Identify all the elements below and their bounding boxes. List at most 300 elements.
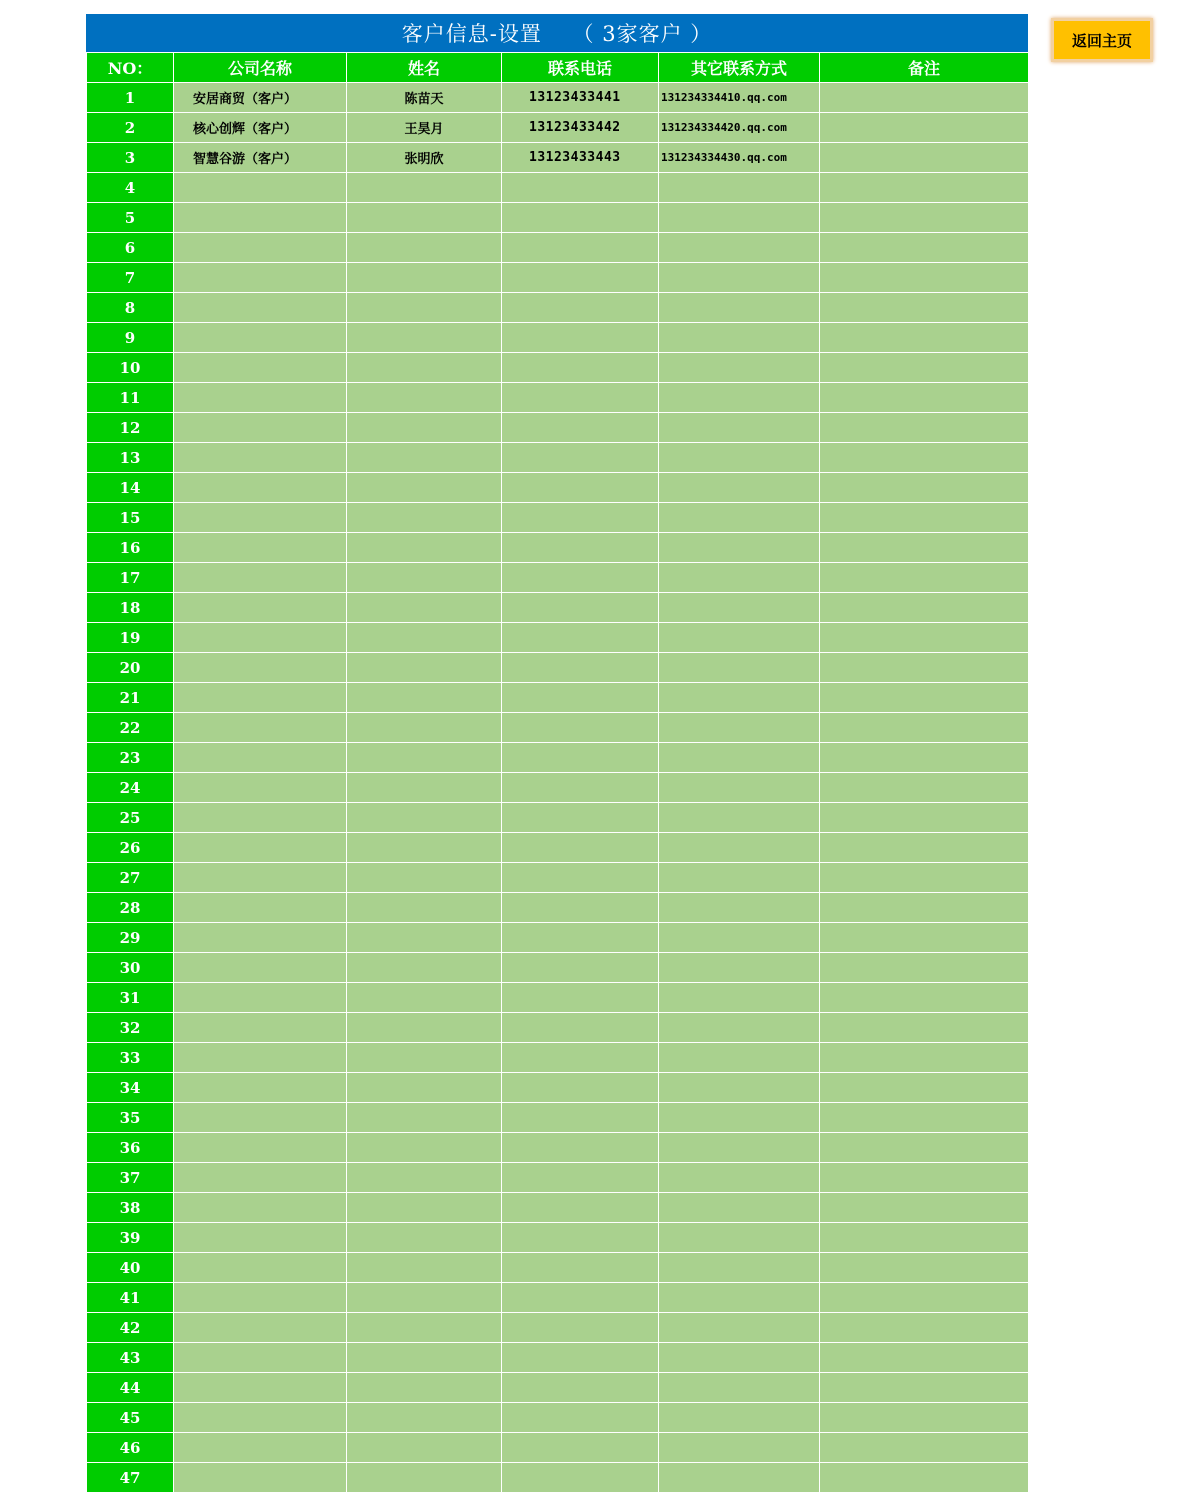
name-cell[interactable]: 张明欣 [347, 143, 502, 173]
other-contact-cell[interactable] [659, 623, 820, 653]
row-number-cell[interactable]: 21 [87, 683, 174, 713]
company-cell[interactable] [174, 1193, 347, 1223]
company-cell[interactable]: 核心创辉（客户） [174, 113, 347, 143]
name-cell[interactable] [347, 1073, 502, 1103]
row-number-cell[interactable]: 39 [87, 1223, 174, 1253]
table-row [87, 653, 1029, 683]
phone-cell[interactable]: 13123433442 [502, 113, 659, 143]
phone-cell[interactable] [502, 923, 659, 953]
remark-cell[interactable] [820, 1103, 1029, 1133]
row-number-cell[interactable]: 5 [87, 203, 174, 233]
remark-cell[interactable] [820, 113, 1029, 143]
name-cell[interactable] [347, 233, 502, 263]
phone-cell[interactable] [502, 1133, 659, 1163]
company-cell[interactable] [174, 443, 347, 473]
other-contact-cell[interactable] [659, 1373, 820, 1403]
other-contact-cell[interactable] [659, 1073, 820, 1103]
phone-cell[interactable] [502, 1313, 659, 1343]
other-contact-cell[interactable] [659, 353, 820, 383]
row-number-cell[interactable]: 41 [87, 1283, 174, 1313]
other-contact-cell[interactable] [659, 653, 820, 683]
name-cell[interactable] [347, 473, 502, 503]
remark-cell[interactable] [820, 953, 1029, 983]
name-cell[interactable] [347, 653, 502, 683]
row-number-cell[interactable]: 10 [87, 353, 174, 383]
other-contact-cell[interactable] [659, 1433, 820, 1463]
other-contact-cell[interactable] [659, 443, 820, 473]
row-number-cell[interactable]: 42 [87, 1313, 174, 1343]
row-number-cell[interactable]: 4 [87, 173, 174, 203]
other-contact-cell[interactable] [659, 383, 820, 413]
company-cell[interactable] [174, 1403, 347, 1433]
name-cell[interactable] [347, 1013, 502, 1043]
phone-cell[interactable] [502, 383, 659, 413]
other-contact-cell[interactable] [659, 323, 820, 353]
company-cell[interactable] [174, 1103, 347, 1133]
remark-cell[interactable] [820, 143, 1029, 173]
other-contact-cell[interactable] [659, 1313, 820, 1343]
other-contact-cell[interactable] [659, 533, 820, 563]
company-cell[interactable] [174, 1373, 347, 1403]
remark-cell[interactable] [820, 1313, 1029, 1343]
row-number-cell[interactable]: 36 [87, 1133, 174, 1163]
remark-cell[interactable] [820, 503, 1029, 533]
phone-cell[interactable] [502, 653, 659, 683]
back-to-home-button[interactable]: 返回主页 [1051, 18, 1153, 62]
row-number-cell[interactable]: 22 [87, 713, 174, 743]
company-cell[interactable]: 安居商贸（客户） [174, 83, 347, 113]
name-cell[interactable] [347, 293, 502, 323]
other-contact-cell[interactable]: 131234334430.qq.com [659, 143, 820, 173]
other-contact-cell[interactable]: 131234334410.qq.com [659, 83, 820, 113]
row-number-cell[interactable]: 35 [87, 1103, 174, 1133]
remark-cell[interactable] [820, 743, 1029, 773]
phone-cell[interactable] [502, 953, 659, 983]
row-number-cell[interactable]: 19 [87, 623, 174, 653]
company-cell[interactable] [174, 533, 347, 563]
company-cell[interactable] [174, 803, 347, 833]
remark-cell[interactable] [820, 1403, 1029, 1433]
name-cell[interactable] [347, 593, 502, 623]
name-cell[interactable] [347, 743, 502, 773]
name-cell[interactable] [347, 773, 502, 803]
name-cell[interactable] [347, 863, 502, 893]
row-number-cell[interactable]: 28 [87, 893, 174, 923]
row-number-cell[interactable]: 46 [87, 1433, 174, 1463]
remark-cell[interactable] [820, 833, 1029, 863]
company-cell[interactable] [174, 683, 347, 713]
row-number-cell[interactable]: 33 [87, 1043, 174, 1073]
other-contact-cell[interactable] [659, 803, 820, 833]
phone-cell[interactable] [502, 503, 659, 533]
remark-cell[interactable] [820, 593, 1029, 623]
name-cell[interactable] [347, 1223, 502, 1253]
remark-cell[interactable] [820, 383, 1029, 413]
remark-cell[interactable] [820, 923, 1029, 953]
company-cell[interactable] [174, 1253, 347, 1283]
company-cell[interactable] [174, 743, 347, 773]
name-cell[interactable] [347, 503, 502, 533]
phone-cell[interactable] [502, 893, 659, 923]
name-cell[interactable] [347, 1463, 502, 1493]
remark-cell[interactable] [820, 893, 1029, 923]
other-contact-cell[interactable] [659, 863, 820, 893]
company-cell[interactable] [174, 1313, 347, 1343]
row-number-cell[interactable]: 45 [87, 1403, 174, 1433]
name-cell[interactable] [347, 1433, 502, 1463]
other-contact-cell[interactable] [659, 743, 820, 773]
other-contact-cell[interactable]: 131234334420.qq.com [659, 113, 820, 143]
name-cell[interactable] [347, 203, 502, 233]
table-row [87, 1253, 1029, 1283]
row-number-cell[interactable]: 17 [87, 563, 174, 593]
other-contact-cell[interactable] [659, 473, 820, 503]
phone-cell[interactable] [502, 233, 659, 263]
remark-cell[interactable] [820, 323, 1029, 353]
table-row [87, 1133, 1029, 1163]
row-number-cell[interactable]: 18 [87, 593, 174, 623]
remark-cell[interactable] [820, 1463, 1029, 1493]
name-cell[interactable] [347, 1343, 502, 1373]
row-number-cell[interactable]: 34 [87, 1073, 174, 1103]
phone-cell[interactable] [502, 623, 659, 653]
phone-cell[interactable] [502, 1343, 659, 1373]
company-cell[interactable] [174, 1433, 347, 1463]
other-contact-cell[interactable] [659, 593, 820, 623]
row-number-cell[interactable]: 47 [87, 1463, 174, 1493]
phone-cell[interactable] [502, 263, 659, 293]
other-contact-cell[interactable] [659, 683, 820, 713]
table-row [87, 563, 1029, 593]
name-cell[interactable] [347, 923, 502, 953]
table-row [87, 1433, 1029, 1463]
table-row [87, 263, 1029, 293]
other-contact-cell[interactable] [659, 503, 820, 533]
other-contact-cell[interactable] [659, 1343, 820, 1373]
row-number-cell[interactable]: 13 [87, 443, 174, 473]
company-cell[interactable] [174, 353, 347, 383]
company-cell[interactable] [174, 203, 347, 233]
row-number-cell[interactable]: 14 [87, 473, 174, 503]
name-cell[interactable] [347, 953, 502, 983]
remark-cell[interactable] [820, 83, 1029, 113]
row-number-cell[interactable]: 3 [87, 143, 174, 173]
name-cell[interactable] [347, 1043, 502, 1073]
row-number-cell[interactable]: 37 [87, 1163, 174, 1193]
phone-cell[interactable] [502, 563, 659, 593]
company-cell[interactable] [174, 623, 347, 653]
name-cell[interactable] [347, 1283, 502, 1313]
phone-cell[interactable] [502, 1193, 659, 1223]
company-cell[interactable] [174, 1223, 347, 1253]
company-cell[interactable] [174, 713, 347, 743]
phone-cell[interactable] [502, 1013, 659, 1043]
name-cell[interactable] [347, 443, 502, 473]
phone-cell[interactable] [502, 713, 659, 743]
header-no: NO： [87, 53, 174, 83]
company-cell[interactable] [174, 173, 347, 203]
row-number-cell[interactable]: 6 [87, 233, 174, 263]
row-number-cell[interactable]: 40 [87, 1253, 174, 1283]
remark-cell[interactable] [820, 1193, 1029, 1223]
row-number-cell[interactable]: 30 [87, 953, 174, 983]
remark-cell[interactable] [820, 983, 1029, 1013]
company-cell[interactable] [174, 383, 347, 413]
remark-cell[interactable] [820, 173, 1029, 203]
phone-cell[interactable] [502, 1373, 659, 1403]
company-cell[interactable] [174, 1133, 347, 1163]
name-cell[interactable] [347, 563, 502, 593]
phone-cell[interactable] [502, 1283, 659, 1313]
name-cell[interactable] [347, 1133, 502, 1163]
phone-cell[interactable]: 13123433441 [502, 83, 659, 113]
name-cell[interactable] [347, 623, 502, 653]
row-number-cell[interactable]: 44 [87, 1373, 174, 1403]
remark-cell[interactable] [820, 1343, 1029, 1373]
remark-cell[interactable] [820, 1253, 1029, 1283]
remark-cell[interactable] [820, 1373, 1029, 1403]
company-cell[interactable] [174, 923, 347, 953]
company-cell[interactable] [174, 653, 347, 683]
name-cell[interactable] [347, 413, 502, 443]
customer-table [86, 52, 1029, 1493]
phone-cell[interactable] [502, 833, 659, 863]
phone-cell[interactable] [502, 203, 659, 233]
table-row [87, 1313, 1029, 1343]
company-cell[interactable] [174, 593, 347, 623]
other-contact-cell[interactable] [659, 1403, 820, 1433]
remark-cell[interactable] [820, 233, 1029, 263]
other-contact-cell[interactable] [659, 713, 820, 743]
phone-cell[interactable] [502, 1463, 659, 1493]
row-number-cell[interactable]: 16 [87, 533, 174, 563]
phone-cell[interactable] [502, 533, 659, 563]
name-cell[interactable] [347, 833, 502, 863]
phone-cell[interactable] [502, 1223, 659, 1253]
phone-cell[interactable] [502, 413, 659, 443]
company-cell[interactable] [174, 1073, 347, 1103]
other-contact-cell[interactable] [659, 563, 820, 593]
phone-cell[interactable] [502, 293, 659, 323]
phone-cell[interactable] [502, 863, 659, 893]
phone-cell[interactable] [502, 173, 659, 203]
remark-cell[interactable] [820, 443, 1029, 473]
name-cell[interactable] [347, 1253, 502, 1283]
row-number-cell[interactable]: 11 [87, 383, 174, 413]
remark-cell[interactable] [820, 1283, 1029, 1313]
row-number-cell[interactable]: 1 [87, 83, 174, 113]
name-cell[interactable] [347, 1103, 502, 1133]
other-contact-cell[interactable] [659, 773, 820, 803]
other-contact-cell[interactable] [659, 1013, 820, 1043]
other-contact-cell[interactable] [659, 1103, 820, 1133]
name-cell[interactable] [347, 893, 502, 923]
remark-cell[interactable] [820, 263, 1029, 293]
other-contact-cell[interactable] [659, 1043, 820, 1073]
table-row [87, 803, 1029, 833]
name-cell[interactable] [347, 1403, 502, 1433]
row-number-cell[interactable]: 9 [87, 323, 174, 353]
phone-cell[interactable] [502, 1043, 659, 1073]
company-cell[interactable] [174, 893, 347, 923]
row-number-cell[interactable]: 15 [87, 503, 174, 533]
phone-cell[interactable] [502, 773, 659, 803]
company-cell[interactable] [174, 323, 347, 353]
name-cell[interactable] [347, 1313, 502, 1343]
row-number-cell[interactable]: 32 [87, 1013, 174, 1043]
other-contact-cell[interactable] [659, 233, 820, 263]
other-contact-cell[interactable] [659, 1223, 820, 1253]
remark-cell[interactable] [820, 1013, 1029, 1043]
phone-cell[interactable] [502, 323, 659, 353]
remark-cell[interactable] [820, 653, 1029, 683]
phone-cell[interactable] [502, 1163, 659, 1193]
remark-cell[interactable] [820, 353, 1029, 383]
other-contact-cell[interactable] [659, 1283, 820, 1313]
phone-cell[interactable] [502, 593, 659, 623]
name-cell[interactable] [347, 713, 502, 743]
company-cell[interactable] [174, 983, 347, 1013]
row-number-cell[interactable]: 38 [87, 1193, 174, 1223]
remark-cell[interactable] [820, 683, 1029, 713]
row-number-cell[interactable]: 2 [87, 113, 174, 143]
name-cell[interactable] [347, 533, 502, 563]
phone-cell[interactable] [502, 1073, 659, 1103]
company-cell[interactable] [174, 1163, 347, 1193]
name-cell[interactable] [347, 263, 502, 293]
phone-cell[interactable] [502, 473, 659, 503]
company-cell[interactable] [174, 233, 347, 263]
row-number-cell[interactable]: 25 [87, 803, 174, 833]
name-cell[interactable] [347, 803, 502, 833]
row-number-cell[interactable]: 12 [87, 413, 174, 443]
row-number-cell[interactable]: 29 [87, 923, 174, 953]
table-row [87, 1103, 1029, 1133]
company-cell[interactable] [174, 473, 347, 503]
company-cell[interactable] [174, 833, 347, 863]
remark-cell[interactable] [820, 1073, 1029, 1103]
phone-cell[interactable] [502, 1253, 659, 1283]
remark-cell[interactable] [820, 1163, 1029, 1193]
phone-cell[interactable] [502, 803, 659, 833]
remark-cell[interactable] [820, 1133, 1029, 1163]
header-company: 公司名称 [174, 53, 347, 83]
phone-cell[interactable] [502, 443, 659, 473]
phone-cell[interactable]: 13123433443 [502, 143, 659, 173]
company-cell[interactable] [174, 1013, 347, 1043]
row-number-cell[interactable]: 7 [87, 263, 174, 293]
remark-cell[interactable] [820, 623, 1029, 653]
name-cell[interactable] [347, 173, 502, 203]
name-cell[interactable] [347, 1193, 502, 1223]
remark-cell[interactable] [820, 863, 1029, 893]
other-contact-cell[interactable] [659, 983, 820, 1013]
other-contact-cell[interactable] [659, 263, 820, 293]
name-cell[interactable] [347, 1163, 502, 1193]
row-number-cell[interactable]: 31 [87, 983, 174, 1013]
company-cell[interactable] [174, 263, 347, 293]
phone-cell[interactable] [502, 1403, 659, 1433]
remark-cell[interactable] [820, 1433, 1029, 1463]
row-number-cell[interactable]: 26 [87, 833, 174, 863]
other-contact-cell[interactable] [659, 833, 820, 863]
table-row [87, 533, 1029, 563]
other-contact-cell[interactable] [659, 1253, 820, 1283]
other-contact-cell[interactable] [659, 953, 820, 983]
other-contact-cell[interactable] [659, 293, 820, 323]
name-cell[interactable] [347, 983, 502, 1013]
name-cell[interactable] [347, 323, 502, 353]
remark-cell[interactable] [820, 473, 1029, 503]
company-cell[interactable] [174, 1043, 347, 1073]
row-number-cell[interactable]: 8 [87, 293, 174, 323]
remark-cell[interactable] [820, 293, 1029, 323]
company-cell[interactable] [174, 863, 347, 893]
company-cell[interactable] [174, 563, 347, 593]
row-number-cell[interactable]: 24 [87, 773, 174, 803]
company-cell[interactable] [174, 413, 347, 443]
company-cell[interactable] [174, 293, 347, 323]
remark-cell[interactable] [820, 1223, 1029, 1253]
name-cell[interactable] [347, 683, 502, 713]
other-contact-cell[interactable] [659, 1193, 820, 1223]
name-cell[interactable]: 陈苗天 [347, 83, 502, 113]
other-contact-cell[interactable] [659, 893, 820, 923]
company-cell[interactable] [174, 1343, 347, 1373]
phone-cell[interactable] [502, 743, 659, 773]
company-cell[interactable] [174, 503, 347, 533]
other-contact-cell[interactable] [659, 203, 820, 233]
phone-cell[interactable] [502, 983, 659, 1013]
company-cell[interactable]: 智慧谷游（客户） [174, 143, 347, 173]
table-row [87, 1343, 1029, 1373]
other-contact-cell[interactable] [659, 1163, 820, 1193]
phone-cell[interactable] [502, 683, 659, 713]
table-row [87, 113, 1029, 143]
company-cell[interactable] [174, 1283, 347, 1313]
row-number-cell[interactable]: 27 [87, 863, 174, 893]
remark-cell[interactable] [820, 413, 1029, 443]
company-cell[interactable] [174, 1463, 347, 1493]
other-contact-cell[interactable] [659, 1133, 820, 1163]
phone-cell[interactable] [502, 353, 659, 383]
other-contact-cell[interactable] [659, 1463, 820, 1493]
remark-cell[interactable] [820, 533, 1029, 563]
name-cell[interactable] [347, 353, 502, 383]
remark-cell[interactable] [820, 1043, 1029, 1073]
row-number-cell[interactable]: 20 [87, 653, 174, 683]
company-cell[interactable] [174, 773, 347, 803]
other-contact-cell[interactable] [659, 923, 820, 953]
other-contact-cell[interactable] [659, 413, 820, 443]
remark-cell[interactable] [820, 803, 1029, 833]
name-cell[interactable] [347, 383, 502, 413]
remark-cell[interactable] [820, 773, 1029, 803]
company-cell[interactable] [174, 953, 347, 983]
name-cell[interactable]: 王昊月 [347, 113, 502, 143]
name-cell[interactable] [347, 1373, 502, 1403]
phone-cell[interactable] [502, 1433, 659, 1463]
table-row [87, 173, 1029, 203]
row-number-cell[interactable]: 23 [87, 743, 174, 773]
remark-cell[interactable] [820, 713, 1029, 743]
remark-cell[interactable] [820, 203, 1029, 233]
row-number-cell[interactable]: 43 [87, 1343, 174, 1373]
other-contact-cell[interactable] [659, 173, 820, 203]
remark-cell[interactable] [820, 563, 1029, 593]
table-row [87, 1043, 1029, 1073]
phone-cell[interactable] [502, 1103, 659, 1133]
